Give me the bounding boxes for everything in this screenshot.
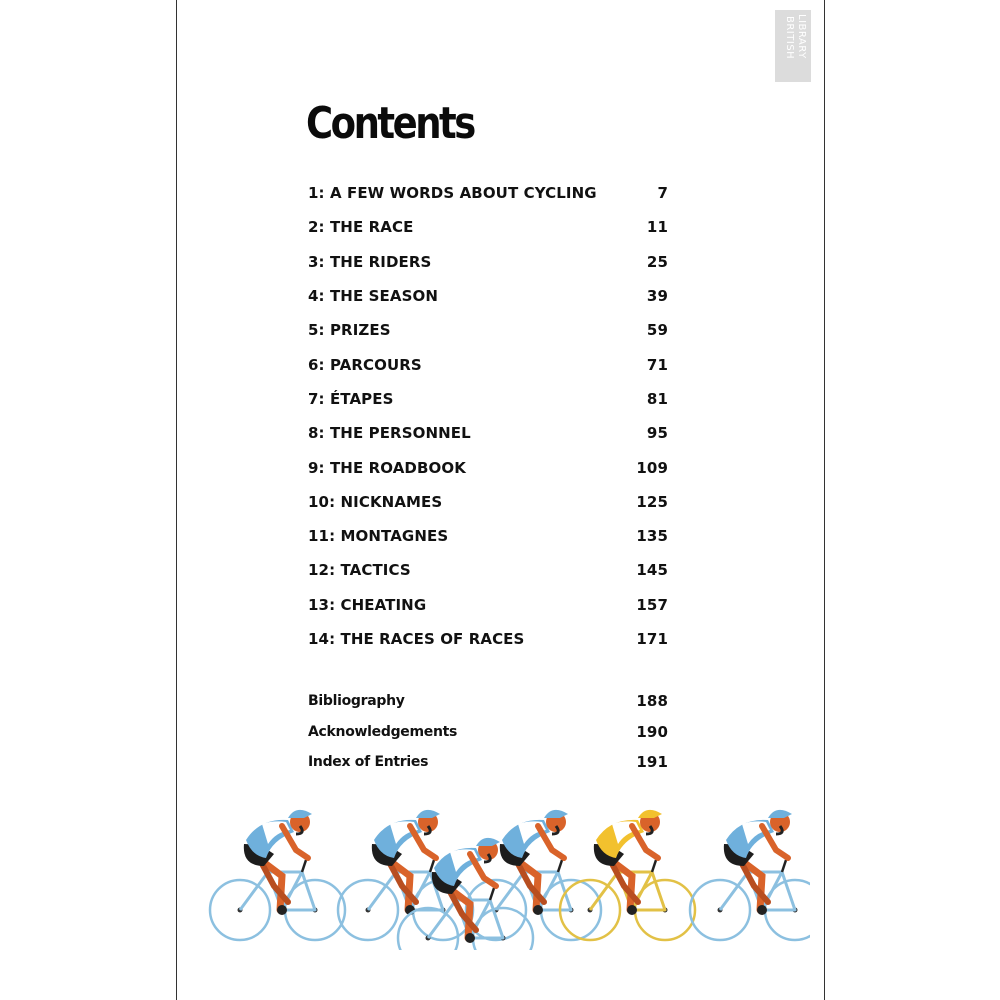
back-matter-label: Bibliography	[308, 693, 405, 710]
back-matter-entry[interactable]	[308, 747, 668, 778]
toc-entry-page: 25	[646, 252, 668, 271]
toc-entry-page: 109	[636, 458, 668, 477]
toc-entry-page: 81	[646, 389, 668, 408]
toc-entry[interactable]	[308, 622, 668, 656]
toc-entry-label: 11: MONTAGNES	[308, 527, 449, 546]
cyclist-icon	[210, 810, 345, 940]
toc-entry-page: 59	[646, 321, 668, 340]
toc-entry[interactable]	[308, 210, 668, 244]
toc-entry-label: 14: THE RACES OF RACES	[308, 630, 525, 648]
back-matter-entry[interactable]	[308, 717, 668, 748]
toc-entry-label: 13: CHEATING	[308, 595, 427, 614]
cyclist-icon	[560, 810, 695, 940]
back-matter-entry[interactable]	[308, 686, 668, 717]
toc-entry-label: 3: THE RIDERS	[308, 252, 432, 271]
toc-entry-label: 2: THE RACE	[308, 218, 414, 237]
logo-line-library: LIBRARY	[796, 14, 807, 59]
toc-entry[interactable]	[308, 382, 668, 416]
toc-entry-page: 171	[636, 630, 668, 648]
back-matter-list	[308, 686, 668, 778]
british-library-logo	[775, 10, 811, 82]
toc-entry-label: 10: NICKNAMES	[308, 492, 443, 511]
toc-entry[interactable]	[308, 279, 668, 313]
chapter-list	[308, 176, 668, 656]
toc-entry-label: 12: TACTICS	[308, 561, 411, 580]
back-matter-label: Index of Entries	[308, 754, 429, 771]
toc-entry-label: 1: A FEW WORDS ABOUT CYCLING	[308, 184, 597, 203]
back-matter-label: Acknowledgements	[308, 723, 458, 740]
toc-entry-label: 6: PARCOURS	[308, 355, 422, 374]
toc-entry-page: 95	[646, 424, 668, 443]
toc-entry[interactable]	[308, 588, 668, 622]
toc-entry-page: 71	[646, 355, 668, 374]
cyclist-icon	[466, 810, 601, 940]
toc-entry[interactable]	[308, 416, 668, 450]
toc-entry-page: 7	[657, 184, 668, 203]
toc-entry-page: 145	[636, 561, 668, 580]
toc-entry-label: 8: THE PERSONNEL	[308, 424, 471, 443]
back-matter-page: 190	[636, 722, 668, 741]
toc-entry-page: 125	[636, 492, 668, 511]
toc-entry[interactable]	[308, 347, 668, 381]
toc-entry-page: 157	[636, 595, 668, 614]
toc-entry-label: 9: THE ROADBOOK	[308, 458, 466, 477]
toc-entry[interactable]	[308, 245, 668, 279]
page-title: Contents	[306, 98, 474, 149]
toc-entry[interactable]	[308, 176, 668, 210]
toc-entry[interactable]	[308, 485, 668, 519]
back-matter-page: 188	[636, 692, 668, 711]
toc-entry[interactable]	[308, 553, 668, 587]
toc-entry-label: 5: PRIZES	[308, 321, 391, 340]
toc-entry-label: 4: THE SEASON	[308, 287, 438, 306]
cyclist-icon	[690, 810, 810, 940]
toc-entry-label: 7: ÉTAPES	[308, 389, 394, 408]
logo-line-british: BRITISH	[784, 16, 795, 60]
toc-entry-page: 39	[646, 287, 668, 306]
toc-entry-page: 135	[636, 527, 668, 546]
toc-entry[interactable]	[308, 519, 668, 553]
back-matter-page: 191	[636, 753, 668, 772]
toc-entry[interactable]	[308, 450, 668, 484]
toc-entry-page: 11	[646, 218, 668, 237]
cyclists-peloton-illustration	[190, 790, 810, 950]
toc-entry[interactable]	[308, 313, 668, 347]
